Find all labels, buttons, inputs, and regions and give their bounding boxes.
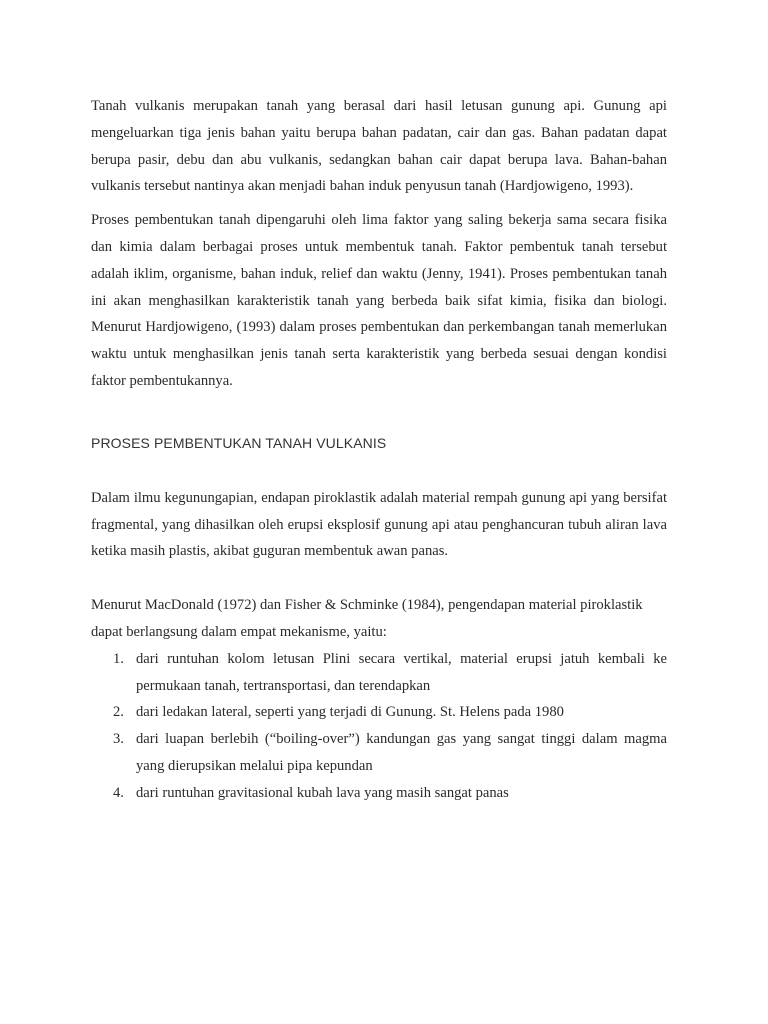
list-item-number: 2.: [113, 704, 124, 721]
section-heading: PROSES PEMBENTUKAN TANAH VULKANIS: [91, 434, 387, 451]
mechanism-list: [91, 646, 667, 807]
formation-factors-paragraph: Proses pembentukan tanah dipengaruhi oleh lima faktor yang saling bekerja sama secara fisika dan kimia dalam berbagai proses untuk membentuk tanah. Faktor pembentuk tanah tersebut adalah iklim, organisme, bahan induk, relief dan waktu (Jenny, 1941). Proses pembentukan tanah ini akan menghasilkan karakteristik tanah yang berbeda baik sifat kimia, fisika dan biologi. Menurut Hardjowigeno, (1993) dalam proses pembentukan dan perkembangan tanah memerlukan waktu untuk menghasilkan jenis tanah serta karakteristik yang berbeda sesuai dengan kondisi faktor pembentukannya.: [91, 212, 667, 389]
intro-paragraph: Tanah vulkanis merupakan tanah yang berasal dari hasil letusan gunung api. Gunung api mengeluarkan tiga jenis bahan yaitu berupa bahan padatan, cair dan gas. Bahan padatan dapat berupa pasir, debu dan abu vulkanis, sedangkan bahan cair dapat berupa lava. Bahan-bahan vulkanis tersebut nantinya akan menjadi bahan induk penyusun tanah (Hardjowigeno, 1993).: [91, 98, 667, 195]
list-item: [91, 780, 667, 807]
document-body: [91, 93, 667, 807]
list-item: [91, 726, 667, 780]
list-item-number: 3.: [113, 731, 124, 748]
list-item-text: dari luapan berlebih (“boiling-over”) kandungan gas yang sangat tinggi dalam magma yang dierupsikan melalui pipa kepundan: [136, 731, 667, 774]
list-item-text: dari runtuhan kolom letusan Plini secara vertikal, material erupsi jatuh kembali ke permukaan tanah, tertransportasi, dan terendapkan: [136, 650, 667, 694]
list-item: [91, 646, 667, 700]
list-item-text: dari ledakan lateral, seperti yang terjadi di Gunung. St. Helens pada 1980: [136, 704, 564, 721]
pyroclastic-definition-paragraph: Dalam ilmu kegunungapian, endapan piroklastik adalah material rempah gunung api yang bersifat fragmental, yang dihasilkan oleh erupsi eksplosif gunung api atau penghancuran tubuh aliran lava ketika masih plastis, akibat guguran membentuk awan panas.: [91, 489, 667, 560]
list-item-number: 4.: [113, 784, 124, 801]
mechanism-intro-paragraph: Menurut MacDonald (1972) dan Fisher & Schminke (1984), pengendapan material piroklastik dapat berlangsung dalam empat mekanisme, yaitu:: [91, 597, 643, 640]
list-item: [91, 699, 667, 726]
list-item-text: dari runtuhan gravitasional kubah lava yang masih sangat panas: [136, 784, 509, 801]
list-item-number: 1.: [113, 650, 124, 667]
